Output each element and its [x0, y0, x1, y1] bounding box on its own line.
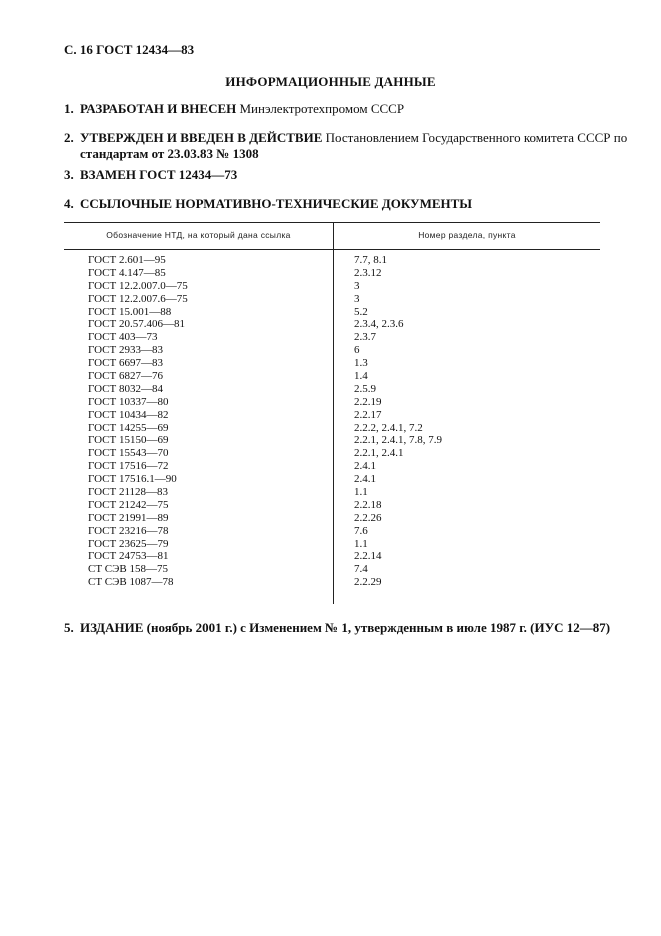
section-number: 2.2.17 [354, 408, 382, 421]
table-row [64, 383, 600, 396]
table-row [64, 370, 600, 383]
section-number: 2.2.19 [354, 395, 382, 408]
item-heading: ИЗДАНИЕ [80, 620, 144, 635]
section-number: 7.4 [354, 563, 368, 576]
table-header-document: Обозначение НТД, на который дана ссылка [106, 230, 291, 240]
table-row [64, 447, 600, 460]
ntd-designation: ГОСТ 15543—70 [88, 447, 169, 460]
table-row [64, 538, 600, 551]
table-row [64, 525, 600, 538]
ntd-designation: ГОСТ 2933—83 [88, 344, 163, 357]
ntd-designation: ГОСТ 15150—69 [88, 434, 169, 447]
info-item-edition [64, 620, 610, 636]
ntd-designation: ГОСТ 12.2.007.6—75 [88, 292, 188, 305]
item-number: 3. [64, 167, 74, 182]
table-row [64, 267, 600, 280]
ntd-designation: ГОСТ 17516.1—90 [88, 473, 177, 486]
item-heading: УТВЕРЖДЕН И ВВЕДЕН В ДЕЙСТВИЕ [80, 130, 323, 145]
table-row [64, 473, 600, 486]
table-row [64, 254, 600, 267]
section-number: 2.2.1, 2.4.1, 7.8, 7.9 [354, 434, 442, 447]
section-number: 1.4 [354, 370, 368, 383]
item-number: 2. [64, 130, 74, 145]
ntd-designation: ГОСТ 17516—72 [88, 460, 169, 473]
table-row [64, 357, 600, 370]
section-number: 2.2.1, 2.4.1 [354, 447, 404, 460]
page-header: С. 16 ГОСТ 12434—83 [64, 42, 195, 57]
table-row [64, 422, 600, 435]
section-number: 3 [354, 279, 360, 292]
item-text: (ноябрь 2001 г.) с Изменением № 1, утвержденным в июле 1987 г. (ИУС 12—87) [146, 620, 611, 635]
table-row [64, 396, 600, 409]
ntd-designation: ГОСТ 10337—80 [88, 395, 169, 408]
section-number: 2.3.7 [354, 331, 376, 344]
ntd-designation: ГОСТ 10434—82 [88, 408, 169, 421]
ntd-designation: ГОСТ 4.147—85 [88, 266, 166, 279]
ntd-designation: ГОСТ 23625—79 [88, 537, 169, 550]
ntd-designation: ГОСТ 8032—84 [88, 382, 163, 395]
table-row [64, 280, 600, 293]
table-row [64, 563, 600, 576]
section-number: 2.5.9 [354, 382, 376, 395]
section-number: 2.2.2, 2.4.1, 7.2 [354, 421, 423, 434]
section-number: 1.3 [354, 357, 368, 370]
info-item-replaced [64, 167, 237, 183]
section-number: 1.1 [354, 486, 368, 499]
ntd-designation: ГОСТ 6697—83 [88, 357, 163, 370]
item-heading: ССЫЛОЧНЫЕ НОРМАТИВНО-ТЕХНИЧЕСКИЕ ДОКУМЕНТЫ [80, 196, 473, 211]
item-text-continuation: стандартам от 23.03.83 № 1308 [80, 146, 259, 161]
info-item-approved [64, 130, 627, 162]
table-top-rule [64, 222, 600, 223]
section-number: 1.1 [354, 537, 368, 550]
table-row [64, 460, 600, 473]
section-number: 7.7, 8.1 [354, 254, 387, 266]
item-text: Постановлением Государственного комитета СССР по [325, 130, 628, 145]
table-row [64, 409, 600, 422]
table-row [64, 434, 600, 447]
ntd-designation: ГОСТ 21991—89 [88, 511, 169, 524]
section-number: 2.3.4, 2.3.6 [354, 318, 404, 331]
ntd-designation: СТ СЭВ 1087—78 [88, 576, 174, 589]
ntd-designation: ГОСТ 2.601—95 [88, 254, 166, 266]
table-row [64, 512, 600, 525]
section-number: 2.2.26 [354, 511, 382, 524]
info-item-developed [64, 101, 404, 117]
section-number: 2.4.1 [354, 460, 376, 473]
table-row [64, 576, 600, 589]
ntd-designation: ГОСТ 6827—76 [88, 370, 163, 383]
table-row [64, 499, 600, 512]
ntd-designation: ГОСТ 403—73 [88, 331, 158, 344]
ntd-designation: ГОСТ 21128—83 [88, 486, 169, 499]
ntd-designation: ГОСТ 24753—81 [88, 550, 169, 563]
section-number: 5.2 [354, 305, 368, 318]
table-row [64, 293, 600, 306]
table-header-section: Номер раздела, пункта [418, 230, 516, 240]
item-number: 5. [64, 620, 74, 635]
table-row [64, 486, 600, 499]
table-row [64, 344, 600, 357]
section-number: 3 [354, 292, 360, 305]
item-number: 4. [64, 196, 74, 211]
document-title: ИНФОРМАЦИОННЫЕ ДАННЫЕ [225, 74, 436, 89]
table-row [64, 306, 600, 319]
item-heading: ВЗАМЕН ГОСТ 12434—73 [80, 167, 238, 182]
section-number: 2.2.18 [354, 498, 382, 511]
ntd-designation: ГОСТ 21242—75 [88, 498, 169, 511]
table-row [64, 331, 600, 344]
ntd-designation: ГОСТ 12.2.007.0—75 [88, 279, 188, 292]
info-item-references [64, 196, 472, 212]
section-number: 2.2.14 [354, 550, 382, 563]
ntd-designation: ГОСТ 23216—78 [88, 524, 169, 537]
ntd-designation: ГОСТ 14255—69 [88, 421, 169, 434]
ntd-designation: ГОСТ 20.57.406—81 [88, 318, 185, 331]
section-number: 2.3.12 [354, 266, 382, 279]
section-number: 2.2.29 [354, 576, 382, 589]
item-text: Минэлектротехпромом СССР [239, 101, 405, 116]
table-header-rule [64, 249, 600, 250]
item-heading: РАЗРАБОТАН И ВНЕСЕН [80, 101, 237, 116]
ntd-designation: СТ СЭВ 158—75 [88, 563, 168, 576]
section-number: 7.6 [354, 524, 368, 537]
section-number: 2.4.1 [354, 473, 376, 486]
table-row [64, 550, 600, 563]
table-row [64, 318, 600, 331]
ntd-designation: ГОСТ 15.001—88 [88, 305, 172, 318]
table-body [64, 254, 600, 589]
item-number: 1. [64, 101, 74, 116]
section-number: 6 [354, 344, 360, 357]
